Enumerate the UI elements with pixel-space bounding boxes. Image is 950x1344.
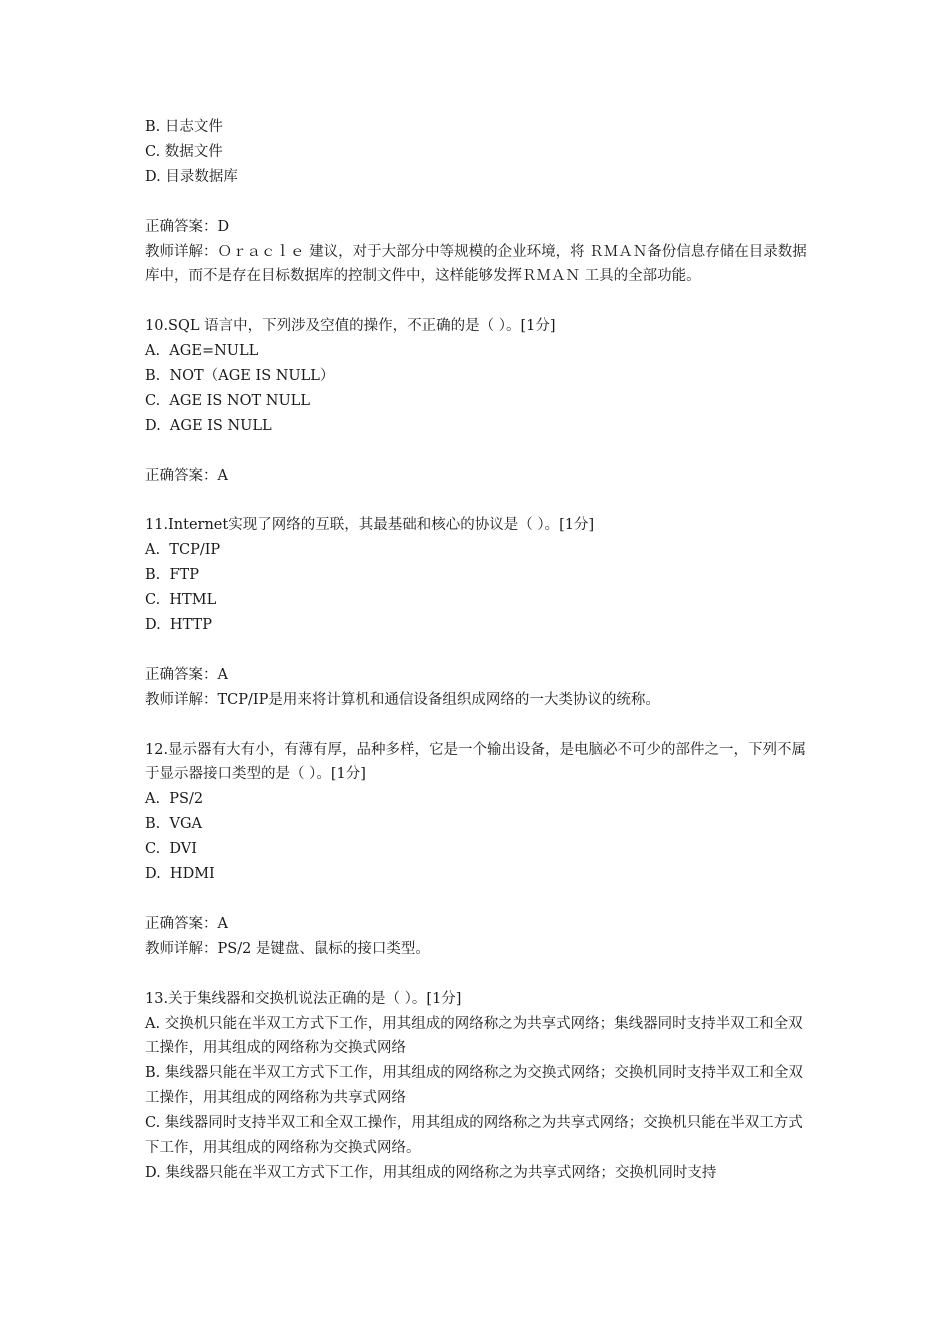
document-page — [145, 115, 810, 1186]
option-b: B. 集线器只能在半双工方式下工作，用其组成的网络称之为交换式网络；交换机同时支持半双工和全双工操作，用其组成的网络称为共享式网络 — [145, 1065, 803, 1107]
teacher-explanation: 教师详解：TCP/IP是用来将计算机和通信设备组织成网络的一大类协议的统称。 — [145, 691, 660, 708]
option-a: A. 交换机只能在半双工方式下工作，用其组成的网络称之为共享式网络；集线器同时支持半双工和全双工操作，用其组成的网络称为交换式网络 — [145, 1015, 803, 1057]
spacer — [145, 638, 810, 663]
question-13-block — [145, 987, 810, 1186]
option-a: A. TCP/IP — [145, 542, 221, 559]
question-text: 13.关于集线器和交换机说法正确的是（ ）。[1分] — [145, 990, 462, 1007]
correct-answer: 正确答案：A — [145, 666, 228, 683]
correct-answer: 正确答案：A — [145, 467, 228, 484]
spacer — [145, 289, 810, 314]
spacer — [145, 962, 810, 987]
question-10-block — [145, 314, 810, 488]
option-d: D. AGE IS NULL — [145, 417, 272, 434]
spacer — [145, 713, 810, 738]
question-text: 10.SQL 语言中，下列涉及空值的操作，不正确的是（ ）。[1分] — [145, 318, 556, 335]
option-d: D. 目录数据库 — [145, 168, 238, 185]
teacher-explanation: 教师详解：PS/2 是键盘、鼠标的接口类型。 — [145, 940, 430, 957]
teacher-explanation: 教师详解：Ｏｒａｃｌｅ 建议，对于大部分中等规模的企业环境，将 ＲＭＡＮ备份信息存储在目录数据库中，而不是存在目标数据库的控制文件中，这样能够发挥ＲＭＡＮ 工具的全部功能。 — [145, 243, 807, 285]
option-d: D. HTTP — [145, 617, 212, 634]
spacer — [145, 489, 810, 514]
question-text: 11.Internet实现了网络的互联，其最基础和核心的协议是（ ）。[1分] — [145, 517, 595, 534]
spacer — [145, 439, 810, 464]
option-d: D. 集线器只能在半双工方式下工作，用其组成的网络称之为共享式网络；交换机同时支持 — [145, 1164, 717, 1181]
option-b: B. VGA — [145, 816, 203, 833]
option-c: C. 数据文件 — [145, 143, 223, 160]
option-a: A. PS/2 — [145, 791, 204, 808]
question-9-block — [145, 115, 810, 289]
correct-answer: 正确答案：A — [145, 915, 228, 932]
option-c: C. HTML — [145, 592, 217, 609]
option-b: B. 日志文件 — [145, 119, 223, 135]
correct-answer: 正确答案：D — [145, 218, 230, 235]
question-12-block — [145, 738, 810, 962]
question-text: 12.显示器有大有小，有薄有厚，品种多样，它是一个输出设备，是电脑必不可少的部件之一，下列不属于显示器接口类型的是（ ）。[1分] — [145, 741, 807, 783]
option-b: B. NOT（AGE IS NULL） — [145, 368, 335, 385]
spacer — [145, 887, 810, 912]
option-c: C. DVI — [145, 841, 197, 858]
spacer — [145, 190, 810, 215]
option-c: C. 集线器同时支持半双工和全双工操作，用其组成的网络称之为共享式网络；交换机只能在半双工方式下工作，用其组成的网络称为交换式网络。 — [145, 1115, 803, 1157]
option-b: B. FTP — [145, 567, 199, 584]
option-a: A. AGE=NULL — [145, 343, 259, 360]
option-d: D. HDMI — [145, 866, 215, 883]
option-c: C. AGE IS NOT NULL — [145, 392, 310, 409]
question-11-block — [145, 513, 810, 712]
